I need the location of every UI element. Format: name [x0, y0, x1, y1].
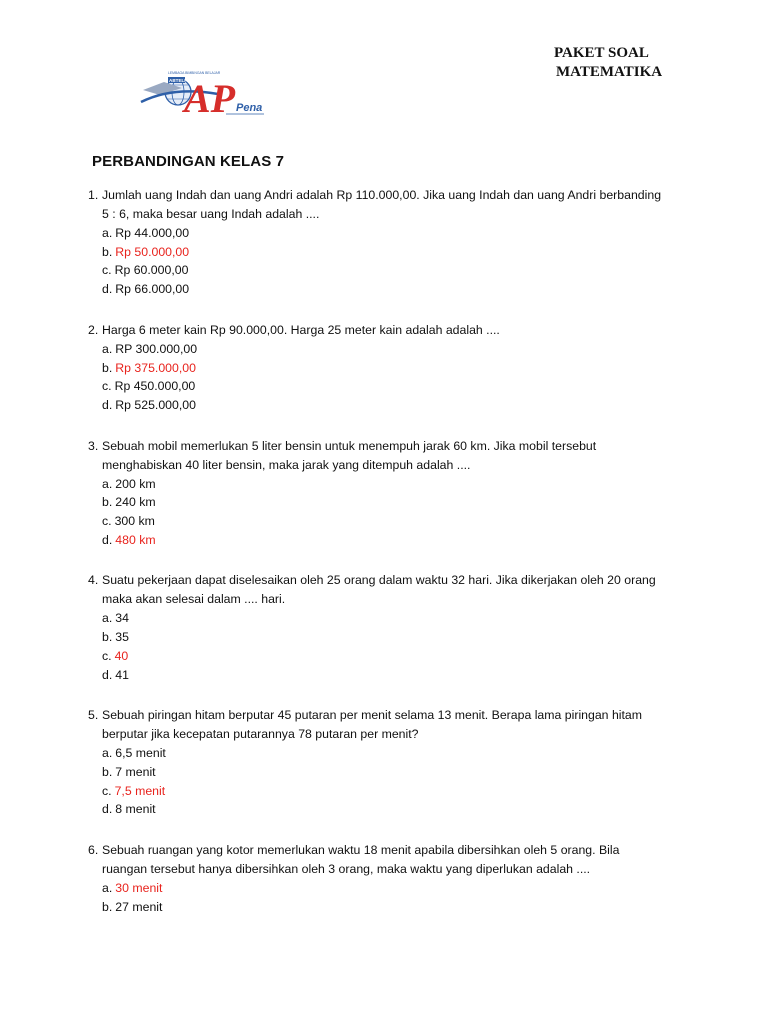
option-letter: a. — [102, 476, 113, 491]
logo-text: AP — [184, 76, 236, 121]
option-correct — [88, 647, 688, 666]
option — [88, 744, 688, 763]
option-text: 7 menit — [115, 764, 156, 779]
option-letter: b. — [102, 244, 113, 259]
svg-text:ABTELI: ABTELI — [169, 78, 186, 83]
question-line: Sebuah piringan hitam berputar 45 putaran per menit selama 13 menit. Berapa lama piringan hitam — [102, 708, 643, 723]
question-text — [88, 590, 688, 609]
option — [88, 898, 688, 917]
option-correct — [88, 879, 688, 898]
option — [88, 800, 688, 819]
option-text: 240 km — [115, 495, 156, 510]
question-number: 6. — [88, 843, 99, 858]
question-5 — [88, 706, 688, 819]
header-line-1: PAKET SOAL — [554, 45, 649, 61]
question-3 — [88, 437, 688, 550]
question-text — [88, 321, 688, 340]
option-letter: c. — [102, 263, 112, 278]
question-line: berputar jika kecepatan putarannya 78 putaran per menit? — [102, 727, 419, 742]
option — [88, 340, 688, 359]
option-text: 27 menit — [115, 899, 163, 914]
page-title: PERBANDINGAN KELAS 7 — [92, 153, 285, 170]
question-number: 2. — [88, 322, 99, 337]
option — [88, 628, 688, 647]
option-letter: d. — [102, 282, 113, 297]
option-text: Rp 44.000,00 — [115, 226, 190, 240]
option-text: 34 — [115, 611, 129, 626]
question-line: menghabiskan 40 liter bensin, maka jarak yang ditempuh adalah .... — [102, 457, 471, 472]
question-text — [88, 205, 688, 224]
question-line: maka akan selesai dalam .... hari. — [102, 592, 286, 607]
question-line: Harga 6 meter kain Rp 90.000,00. Harga 25 meter kain adalah adalah .... — [102, 322, 500, 337]
option-correct — [88, 359, 688, 378]
option-text: Rp 450.000,00 — [114, 379, 196, 394]
option-letter: a. — [102, 881, 113, 896]
option-text: 7,5 menit — [114, 783, 166, 798]
option-letter: c. — [102, 783, 112, 798]
option-letter: d. — [102, 667, 113, 682]
option-letter: b. — [102, 495, 113, 510]
page-header — [554, 44, 662, 82]
option-text: Rp 60.000,00 — [114, 263, 189, 278]
question-1 — [88, 186, 688, 299]
option — [88, 280, 688, 299]
question-text — [88, 186, 688, 205]
question-4 — [88, 571, 688, 684]
question-number: 1. — [88, 188, 99, 202]
option-letter: d. — [102, 397, 113, 412]
option-letter: b. — [102, 360, 113, 375]
option — [88, 512, 688, 531]
option-correct — [88, 782, 688, 801]
option — [88, 493, 688, 512]
option-letter: b. — [102, 630, 113, 645]
option — [88, 377, 688, 396]
option-text: 40 — [114, 648, 129, 663]
option-text: Rp 50.000,00 — [115, 244, 190, 259]
option-letter: a. — [102, 611, 113, 626]
option-letter: b. — [102, 764, 113, 779]
question-text — [88, 841, 688, 860]
question-number: 5. — [88, 708, 99, 723]
option-letter: d. — [102, 532, 113, 547]
option — [88, 261, 688, 280]
option-letter: c. — [102, 648, 112, 663]
option — [88, 224, 688, 243]
option — [88, 475, 688, 494]
question-line: Jumlah uang Indah dan uang Andri adalah Rp 110.000,00. Jika uang Indah dan uang Andri berbanding — [102, 188, 662, 202]
option-text: 300 km — [114, 514, 155, 529]
option-text: Rp 66.000,00 — [115, 282, 190, 297]
question-text — [88, 571, 688, 590]
option-text: 6,5 menit — [115, 746, 166, 761]
question-number: 4. — [88, 573, 99, 588]
question-number: 3. — [88, 438, 99, 453]
option — [88, 763, 688, 782]
option-text: 480 km — [115, 532, 156, 547]
question-text — [88, 860, 688, 879]
option-text: Rp 375.000,00 — [115, 360, 196, 375]
option-correct — [88, 243, 688, 262]
option-text: 8 menit — [115, 802, 156, 817]
option-letter: a. — [102, 226, 113, 240]
option-text: 30 menit — [115, 881, 163, 896]
option-letter: d. — [102, 802, 113, 817]
logo-top-text: LEMBAGA BIMBINGAN BELAJAR — [168, 71, 221, 75]
question-line: ruangan tersebut hanya dibersihkan oleh 3 orang, maka waktu yang diperlukan adalah .... — [102, 862, 591, 877]
question-line: Sebuah ruangan yang kotor memerlukan waktu 18 menit apabila dibersihkan oleh 5 orang. Bila — [102, 843, 620, 858]
option-text: RP 300.000,00 — [115, 341, 198, 356]
question-line: 5 : 6, maka besar uang Indah adalah .... — [102, 207, 320, 221]
option-letter: c. — [102, 514, 112, 529]
question-text — [88, 456, 688, 475]
question-6 — [88, 841, 688, 916]
option-letter: b. — [102, 899, 113, 914]
option — [88, 396, 688, 415]
question-2 — [88, 321, 688, 415]
logo-tagline: Pena — [236, 102, 263, 114]
option-text: 35 — [115, 630, 129, 645]
option-correct — [88, 531, 688, 550]
question-text — [88, 437, 688, 456]
question-text — [88, 725, 688, 744]
option-text: 41 — [115, 667, 129, 682]
option — [88, 609, 688, 628]
question-line: Sebuah mobil memerlukan 5 liter bensin untuk menempuh jarak 60 km. Jika mobil tersebut — [102, 438, 597, 453]
question-list — [88, 186, 688, 938]
option-text: Rp 525.000,00 — [115, 397, 196, 412]
logo — [138, 64, 268, 126]
question-text — [88, 706, 688, 725]
option-letter: a. — [102, 746, 113, 761]
option-text: 200 km — [115, 476, 156, 491]
header-line-2: MATEMATIKA — [556, 64, 663, 80]
option-letter: c. — [102, 379, 112, 394]
option — [88, 666, 688, 685]
question-line: Suatu pekerjaan dapat diselesaikan oleh 25 orang dalam waktu 32 hari. Jika dikerjakan oleh 20 orang — [102, 573, 656, 588]
option-letter: a. — [102, 341, 113, 356]
